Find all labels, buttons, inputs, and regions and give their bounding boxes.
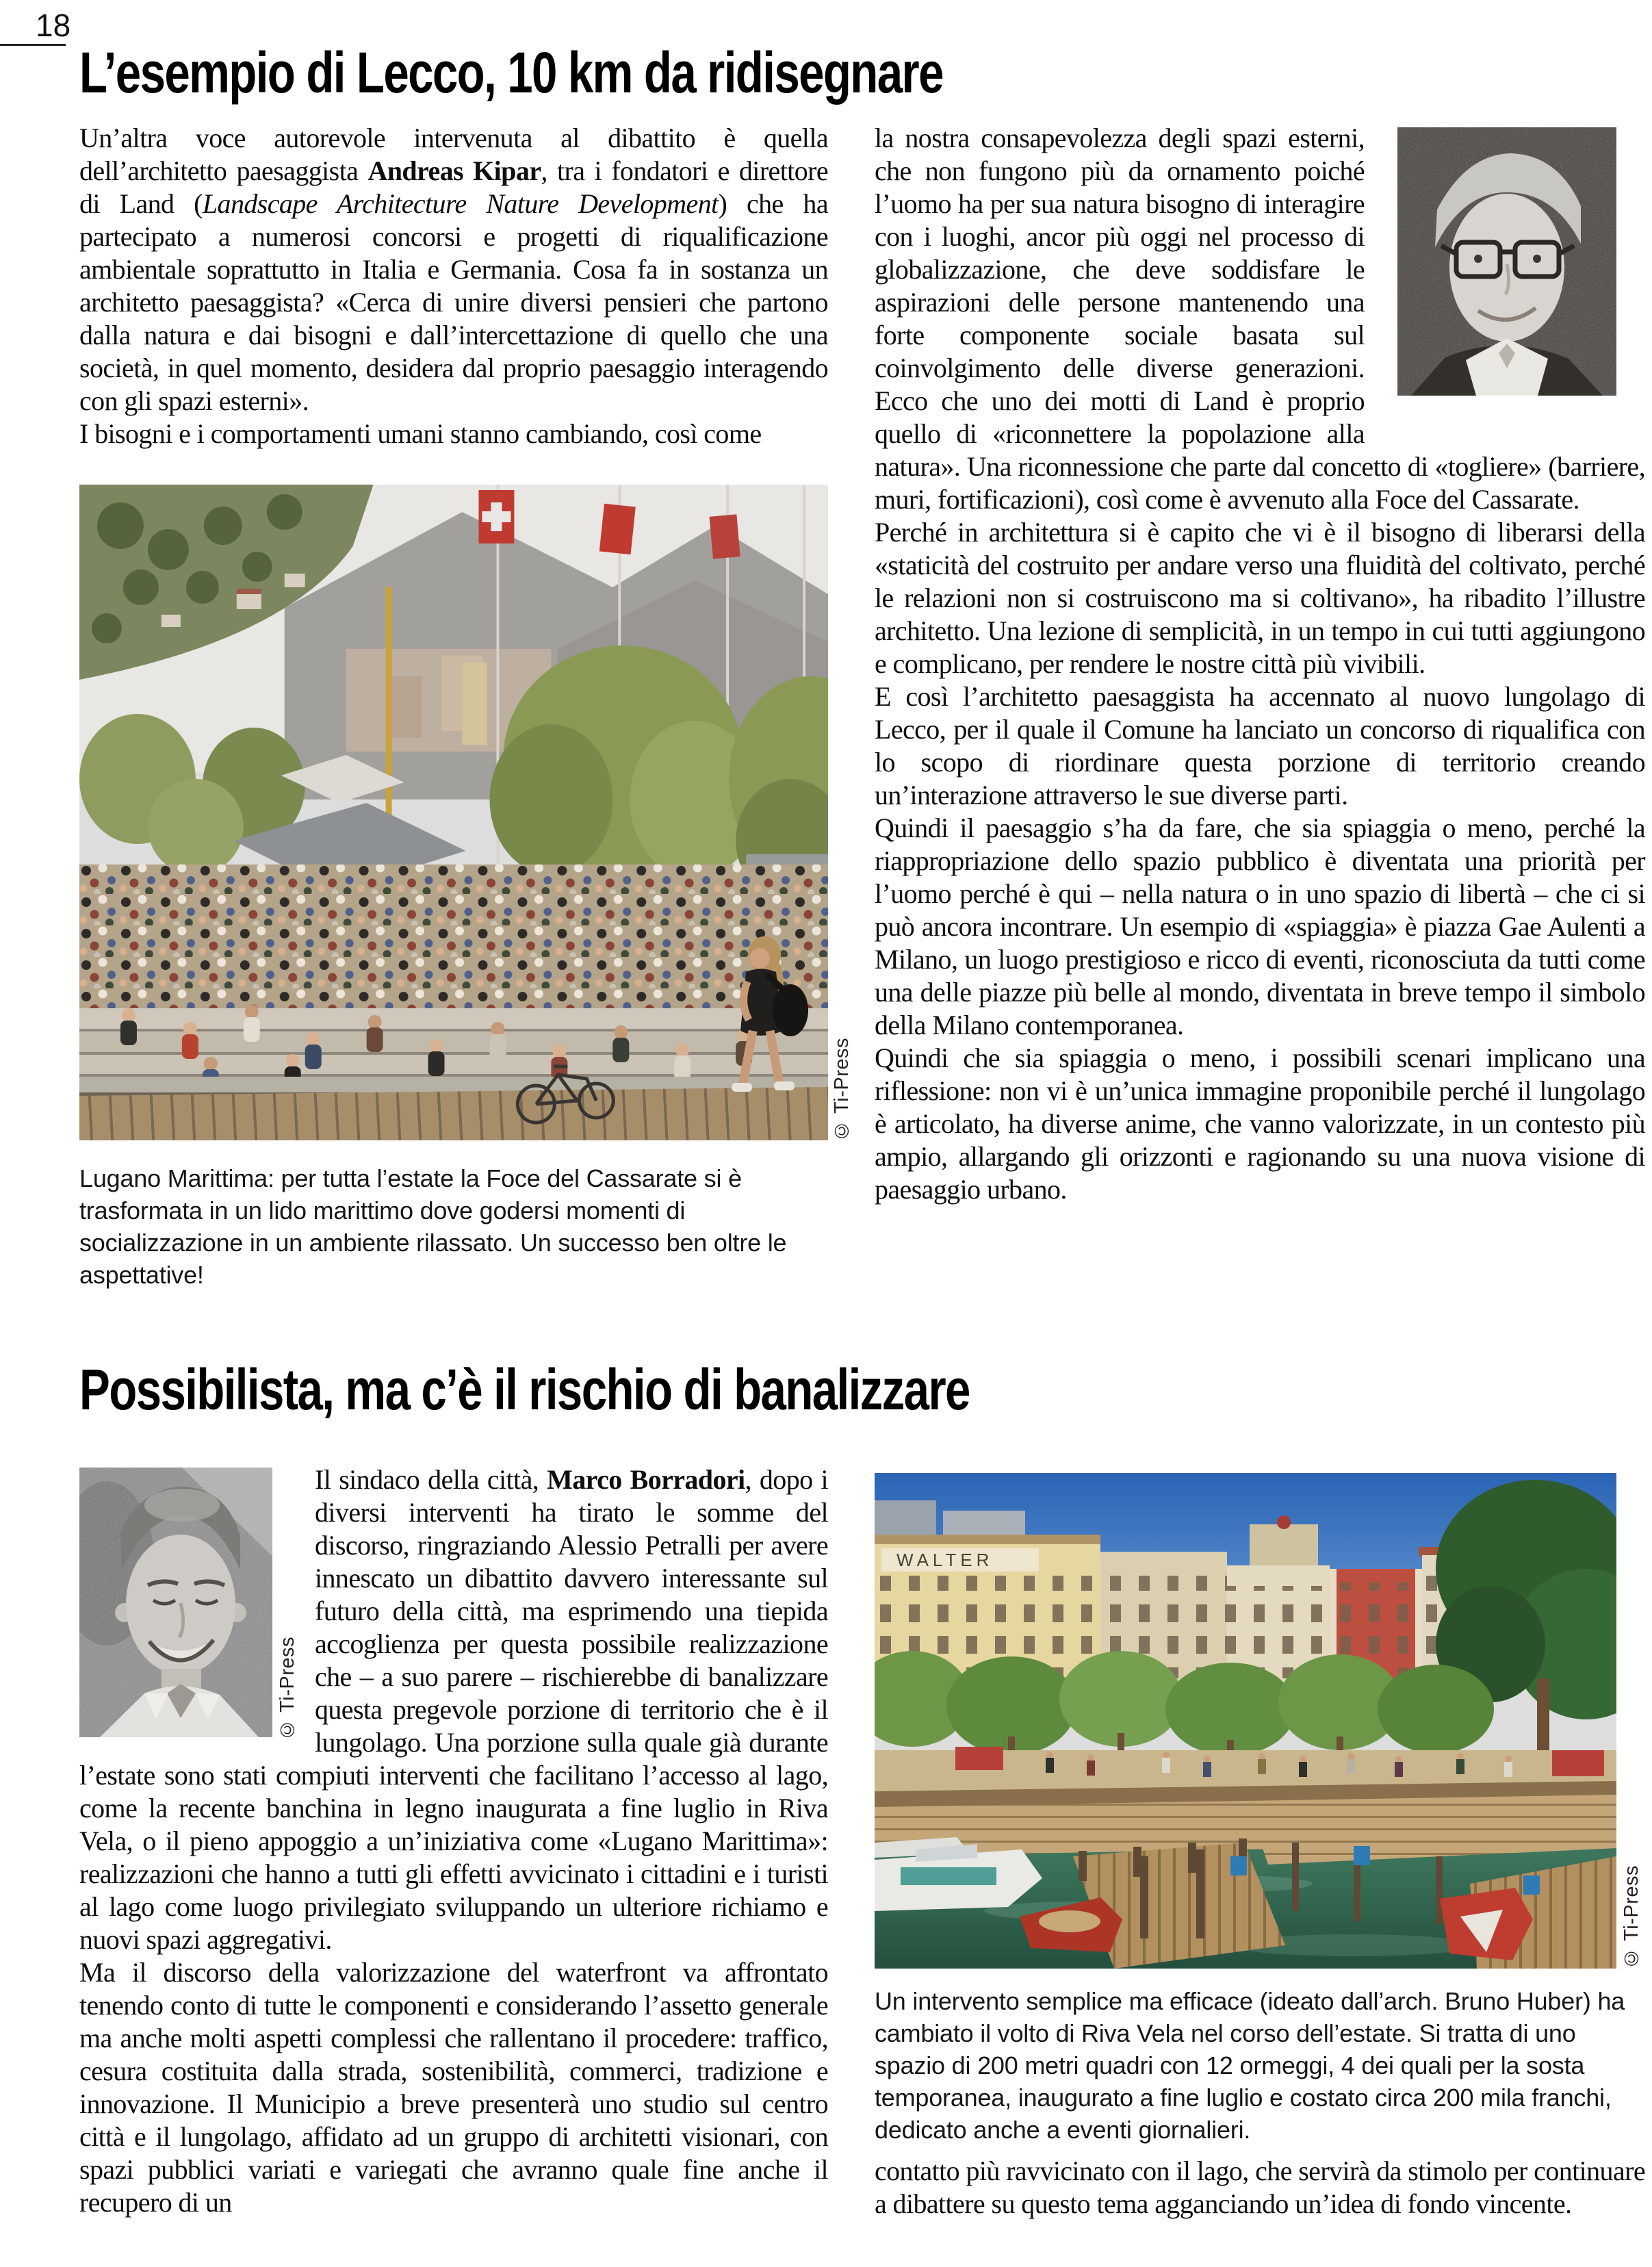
photo-credit-tipress: © Ti-Press [831,1037,853,1141]
photo-credit-tipress: © Ti-Press [276,1636,298,1740]
person-name-marco-borradori: Marco Borradori [547,1464,745,1495]
kipar-portrait-illustration [1397,127,1616,396]
person-name-andreas-kipar: Andreas Kipar [367,155,541,186]
article2-closing-paragraph: contatto più ravvicinato con il lago, che servirà da stimolo per continuare a dibattere su questo tema agganciando un’idea di fondo vincente. [875,2155,1645,2219]
text-segment: , dopo i diversi interventi ha tirato le somme del discorso, ringraziando Alessio Petralli per avere innescato un dibattito davvero interessante sul futuro della città, ma esprimendo una tiepida accoglienza per questa possibile realizzazione che – a suo parere – rischierebbe di banalizzare questa pregevole porzione di territorio che è il lungolago. Una porzione sulla quale già durante l’estate sono stati compiuti interventi che facilitano l’accesso al lago, come la recente banchina in legno inaugurata a fine luglio in Riva Vela, o il pieno appoggio a un’iniziativa come «Lugano Marittima»: realizzazioni che hanno a tutti gli effetti avvicinato i cittadini e i turisti al lago come luogo privilegiato sviluppando un ulteriore richiamo e nuovi spazi aggregativi. [79,1464,828,1955]
crowd-texture [79,864,828,1012]
boardwalk [79,1087,828,1140]
article1-headline: L’esempio di Lecco, 10 km da ridisegnare [79,40,943,105]
article1-paragraph-1 [79,122,828,418]
article2-column-left [79,1463,828,2267]
page-number: 18 [36,8,71,43]
marina-photo-illustration [875,1473,1616,1969]
text-segment: ) che ha partecipato a numerosi concorsi e progetti di riqualificazione ambientale soprattutto in Italia e Germania. Cosa fa in sostanza un architetto paesaggista? «Cerca di unire diversi pensieri che partono dalla natura e dai bisogni e dall’intercettazione di quello che una società, in quel momento, desidera dal proprio paesaggio interagendo con gli spazi esterni». [79,188,828,416]
hotel-walter-sign: WALTER [896,1550,994,1570]
article1-right-paragraph: Perché in architettura si è capito che vi è il bisogno di liberarsi della «staticità del costruito per andare verso una fluidità del coltivato, perché le relazioni non si costruiscono ma si coltivano», ha ribadito l’illustre architetto. Una lezione di semplicità, in un tempo in cui tutti aggiungono e complicano, per rendere le nostre città più vivibili. [875,517,1645,679]
article2-headline: Possibilista, ma c’è il rischio di banalizzare [79,1357,970,1422]
photo2-caption: Un intervento semplice ma efficace (ideato dall’arch. Bruno Huber) ha cambiato il volto di Riva Vela nel corso dell’estate. Si tratta di uno spazio di 200 metri quadri con 12 ormeggi, 4 dei quali per la sosta temporanea, inaugurato a fine luglio e costato circa 200 mila franchi, dedicato anche a eventi giornalieri. [875,1987,1625,2144]
photo-andreas-kipar-portrait [1397,127,1616,396]
article1-right-paragraph: la nostra consapevolezza degli spazi esterni, che non fungono più da ornamento poiché l’uomo ha per sua natura bisogno di interagire con i luoghi, ancor più oggi nel processo di globalizzazione, che deve soddisfare le aspirazioni delle persone mantenendo una forte componente sociale basata sul coinvolgimento delle diverse generazioni. Ecco che uno dei motti di Land è proprio quello di «riconnettere la popolazione alla natura». Una riconnessione che parte dal concetto di «togliere» (barriere, muri, fortificazioni), così come è avvenuto alla Foce del Cassarate. [875,123,1645,515]
article1-column-left [79,122,828,450]
article1-paragraph-2: I bisogni e i comportamenti umani stanno cambiando, così come [79,418,762,449]
photo-credit-tipress: © Ti-Press [1621,1865,1642,1969]
photo-riva-vela-marina [875,1473,1616,1969]
photo-marco-borradori-figure [79,1468,305,1743]
article1-right-paragraph: Quindi il paesaggio s’ha da fare, che sia spiaggia o meno, perché la riappropriazione dello spazio pubblico è diventata una priorità per l’uomo perché è qui – nella natura o in uno spazio di libertà – che ci si può ancora incontrare. Un esempio di «spiaggia» è piazza Gae Aulenti a Milano, un luogo prestigioso e ricco di eventi, riconosciuta da tutti come una delle piazze più belle al mondo, diventata in breve tempo il simbolo della Milano contemporanea. [875,812,1645,1040]
photo-marco-borradori-portrait [79,1468,272,1737]
text-segment: , tra i fondatori e direttore di Land ( [79,155,828,219]
borradori-portrait-illustration [79,1468,272,1737]
page-number-rule [0,44,66,46]
crowd-photo-illustration [79,485,828,1140]
photo-lugano-marittima [79,485,828,1140]
photo1-caption: Lugano Marittima: per tutta l’estate la Foce del Cassarate si è trasformata in un lido marittimo dove godersi momenti di socializzazione in un ambiente rilassato. Un successo ben oltre le aspettative! [79,1164,787,1289]
article2-paragraph-2: Ma il discorso della valorizzazione del waterfront va affrontato tenendo conto di tutte le componenti e considerando l’assetto generale ma anche molti aspetti complessi che rallentano il procedere: traffico, cesura costituita dalla strada, sostenibilità, commerci, tradizione e innovazione. Il Municipio a breve presenterà uno studio sul centro città e il lungolago, affidato ad un gruppo di architetti visionari, con spazi pubblici variati e variegati che avranno quale fine anche il recupero di un [79,1957,828,2218]
text-segment: Il sindaco della città, [315,1464,547,1495]
article1-right-paragraph: Quindi che sia spiaggia o meno, i possibili scenari implicano una riflessione: non vi è un’unica immagine proponibile perché il lungolago è articolato, ha diverse anime, che vanno valorizzate, in un contesto più ampio, allargando gli orizzonti e ragionando su una nuova visione di paesaggio urbano. [875,1042,1645,1205]
article1-column-right [875,122,1645,1206]
article1-right-paragraph: E così l’architetto paesaggista ha accennato al nuovo lungolago di Lecco, per il quale il Comune ha lanciato un concorso di riqualifica con lo scopo di riordinare questa porzione di territorio creando un’interazione attraverso le sue diverse parti. [875,681,1645,810]
text-segment: Un’altra voce autorevole intervenuta al dibattito è quella dell’architetto paesaggista [79,123,828,186]
org-name-land: Landscape Architecture Nature Development [202,188,719,219]
article2-column-right [875,2155,1645,2220]
